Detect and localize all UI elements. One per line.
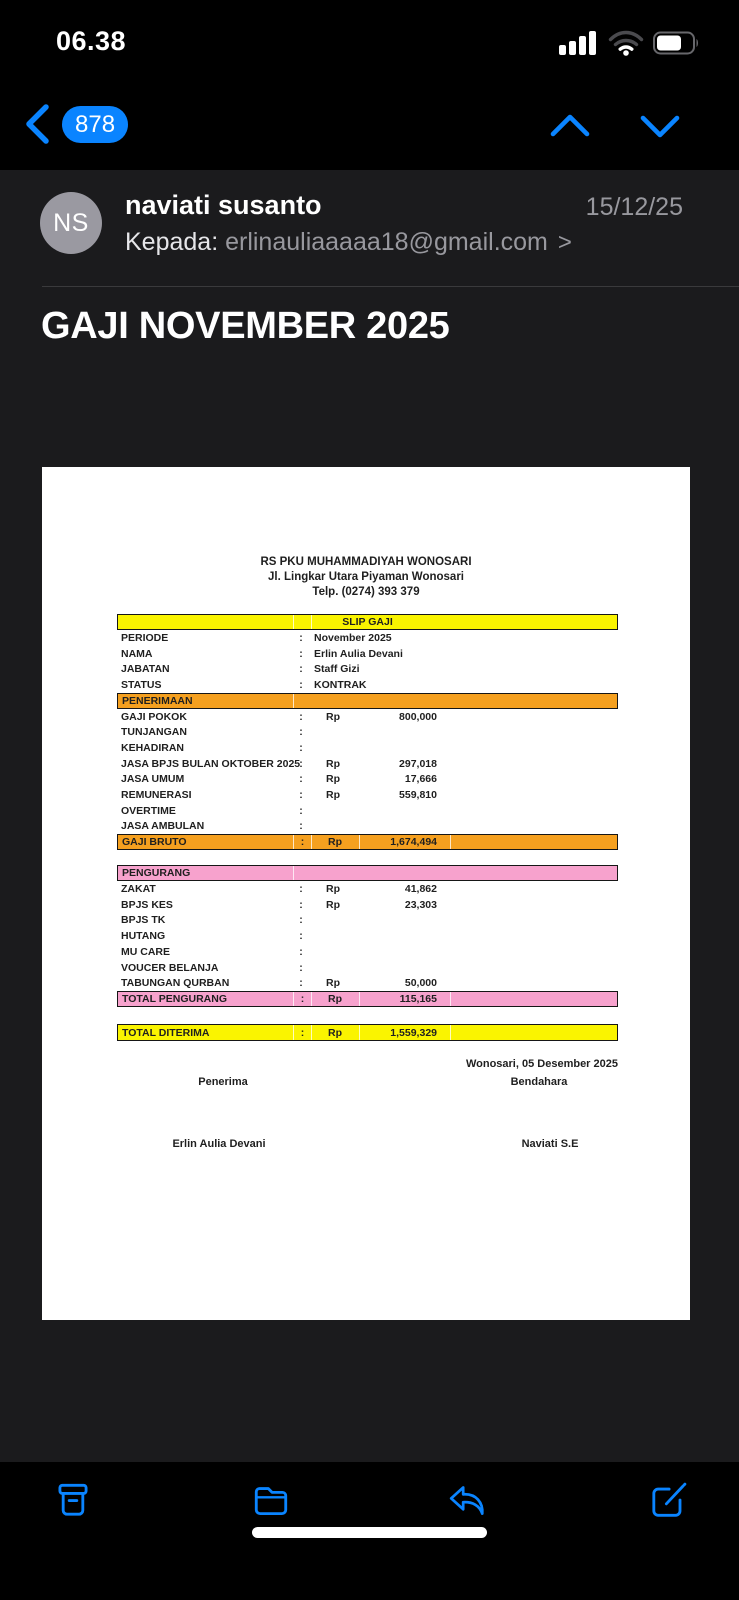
header-divider bbox=[42, 286, 739, 287]
move-to-folder-button[interactable] bbox=[247, 1476, 295, 1524]
salary-slip-table bbox=[117, 614, 618, 1041]
recipient-line[interactable] bbox=[125, 228, 572, 257]
email-content-area bbox=[0, 170, 739, 1462]
status-time: 06.38 bbox=[56, 26, 127, 56]
slip-cell: 559,810 bbox=[399, 789, 437, 802]
slip-net-total-row bbox=[117, 1024, 618, 1041]
slip-deduction-row bbox=[117, 960, 618, 976]
slip-cell: : bbox=[299, 710, 303, 723]
org-name: RS PKU MUHAMMADIYAH WONOSARI bbox=[260, 556, 472, 568]
slip-deduction-total-row bbox=[117, 991, 618, 1007]
slip-cell: 50,000 bbox=[404, 977, 437, 990]
slip-cell: : bbox=[299, 883, 303, 896]
slip-cell: JASA BPJS BULAN OKTOBER 2025 bbox=[121, 757, 301, 770]
slip-earning-row bbox=[117, 803, 618, 819]
slip-title: SLIP GAJI bbox=[342, 616, 393, 628]
slip-deduction-row bbox=[117, 913, 618, 929]
slip-cell: : bbox=[293, 992, 311, 1006]
slip-cell: 41,862 bbox=[404, 883, 437, 896]
reply-button[interactable] bbox=[443, 1476, 491, 1524]
wifi-icon bbox=[608, 30, 644, 56]
detail-chevron-icon: > bbox=[557, 229, 572, 256]
slip-cell: JASA AMBULAN bbox=[121, 820, 205, 833]
footer-left-role: Penerima bbox=[198, 1076, 248, 1088]
slip-cell: Rp bbox=[326, 773, 340, 786]
slip-cell: 297,018 bbox=[399, 757, 437, 770]
slip-gross-total-row bbox=[117, 834, 618, 850]
slip-cell: : bbox=[299, 741, 303, 754]
slip-cell: : bbox=[299, 678, 303, 691]
unread-count-badge[interactable]: 878 bbox=[62, 106, 128, 143]
slip-cell: Rp bbox=[326, 757, 340, 770]
slip-gap bbox=[117, 1007, 618, 1024]
to-address[interactable]: erlinauliaaaaa18@gmail.com bbox=[225, 228, 548, 256]
slip-cell: GAJI BRUTO bbox=[122, 836, 187, 849]
slip-cell: PENERIMAAN bbox=[122, 694, 193, 707]
slip-cell: 1,559,329 bbox=[359, 1025, 451, 1040]
home-indicator[interactable] bbox=[252, 1527, 487, 1538]
slip-earning-row bbox=[117, 772, 618, 788]
slip-cell: STATUS bbox=[121, 678, 162, 691]
chevron-left-icon bbox=[18, 100, 66, 148]
slip-cell: 800,000 bbox=[399, 710, 437, 723]
slip-earning-row bbox=[117, 724, 618, 740]
archive-icon bbox=[49, 1476, 97, 1524]
slip-cell: 115,165 bbox=[359, 992, 451, 1006]
slip-cell: 1,674,494 bbox=[359, 835, 451, 849]
slip-cell: : bbox=[293, 835, 311, 849]
org-phone: Telp. (0274) 393 379 bbox=[312, 586, 420, 598]
previous-message-button[interactable] bbox=[547, 106, 593, 146]
slip-cell: PENGURANG bbox=[122, 867, 191, 880]
org-address: Jl. Lingkar Utara Piyaman Wonosari bbox=[268, 571, 464, 583]
slip-cell: November 2025 bbox=[314, 631, 392, 644]
slip-info-row bbox=[117, 661, 618, 677]
slip-cell: PERIODE bbox=[121, 631, 169, 644]
cellular-signal-icon bbox=[559, 30, 599, 56]
slip-earning-row bbox=[117, 756, 618, 772]
slip-cell bbox=[293, 866, 311, 880]
slip-cell: TOTAL PENGURANG bbox=[122, 993, 228, 1006]
slip-earning-row bbox=[117, 819, 618, 835]
slip-info-row bbox=[117, 646, 618, 662]
slip-deduction-row bbox=[117, 897, 618, 913]
slip-cell: : bbox=[299, 726, 303, 739]
slip-info-row bbox=[117, 630, 618, 646]
slip-cell: : bbox=[299, 647, 303, 660]
slip-earning-row bbox=[117, 709, 618, 725]
slip-cell bbox=[293, 694, 311, 708]
slip-cell: : bbox=[299, 631, 303, 644]
attachment-document-preview[interactable] bbox=[42, 467, 690, 1320]
slip-deduction-row bbox=[117, 944, 618, 960]
slip-cell: KONTRAK bbox=[314, 678, 367, 691]
footer-right-role: Bendahara bbox=[510, 1076, 568, 1088]
back-button[interactable] bbox=[18, 100, 66, 148]
slip-cell: : bbox=[293, 1025, 311, 1040]
slip-info-row bbox=[117, 677, 618, 693]
slip-gap bbox=[117, 850, 618, 865]
slip-earning-row bbox=[117, 787, 618, 803]
slip-cell: : bbox=[299, 961, 303, 974]
slip-cell: : bbox=[299, 898, 303, 911]
slip-section-header bbox=[117, 693, 618, 709]
slip-cell: : bbox=[299, 773, 303, 786]
slip-cell: TUNJANGAN bbox=[121, 726, 187, 739]
reply-icon bbox=[443, 1476, 491, 1524]
slip-deduction-row bbox=[117, 928, 618, 944]
sender-avatar[interactable]: NS bbox=[40, 192, 102, 254]
sender-name[interactable]: naviati susanto bbox=[125, 190, 322, 220]
slip-cell: Rp bbox=[326, 977, 340, 990]
compose-button[interactable] bbox=[644, 1476, 692, 1524]
compose-icon bbox=[644, 1476, 692, 1524]
slip-cell: TOTAL DITERIMA bbox=[122, 1026, 210, 1039]
slip-cell: Erlin Aulia Devani bbox=[314, 647, 403, 660]
email-subject: GAJI NOVEMBER 2025 bbox=[41, 305, 450, 347]
slip-cell: HUTANG bbox=[121, 930, 166, 943]
slip-cell: : bbox=[299, 804, 303, 817]
folder-icon bbox=[247, 1476, 295, 1524]
slip-cell: BPJS TK bbox=[121, 914, 166, 927]
slip-cell: : bbox=[299, 820, 303, 833]
slip-cell: MU CARE bbox=[121, 945, 170, 958]
slip-cell: : bbox=[299, 977, 303, 990]
to-label: Kepada: bbox=[125, 228, 219, 256]
slip-cell: 23,303 bbox=[404, 898, 437, 911]
slip-cell: BPJS KES bbox=[121, 898, 173, 911]
slip-cell: TABUNGAN QURBAN bbox=[121, 977, 230, 990]
slip-cell: Rp bbox=[311, 835, 359, 849]
slip-cell: : bbox=[299, 914, 303, 927]
email-date: 15/12/25 bbox=[585, 193, 683, 221]
slip-cell: ZAKAT bbox=[121, 883, 156, 896]
footer-right-name: Naviati S.E bbox=[521, 1138, 579, 1150]
slip-cell: Rp bbox=[311, 1025, 359, 1040]
slip-cell: Rp bbox=[326, 789, 340, 802]
slip-cell: : bbox=[299, 663, 303, 676]
slip-cell: Rp bbox=[326, 710, 340, 723]
slip-cell: Staff Gizi bbox=[314, 663, 360, 676]
slip-cell: : bbox=[299, 757, 303, 770]
chevron-up-icon bbox=[547, 106, 593, 146]
slip-cell: : bbox=[299, 930, 303, 943]
slip-deduction-row bbox=[117, 881, 618, 897]
slip-cell: 17,666 bbox=[404, 773, 437, 786]
battery-icon bbox=[653, 31, 701, 55]
slip-cell: OVERTIME bbox=[121, 804, 176, 817]
slip-earning-row bbox=[117, 740, 618, 756]
slip-cell: Rp bbox=[326, 898, 340, 911]
slip-cell: Rp bbox=[326, 883, 340, 896]
footer-place-date: Wonosari, 05 Desember 2025 bbox=[465, 1058, 618, 1070]
next-message-button[interactable] bbox=[637, 106, 683, 146]
slip-cell: GAJI POKOK bbox=[121, 710, 187, 723]
status-icons bbox=[559, 30, 701, 56]
slip-cell: JABATAN bbox=[121, 663, 170, 676]
slip-cell: NAMA bbox=[121, 647, 153, 660]
slip-deduction-row bbox=[117, 975, 618, 991]
slip-cell: VOUCER BELANJA bbox=[121, 961, 219, 974]
slip-title-band bbox=[117, 614, 618, 630]
slip-section-header bbox=[117, 865, 618, 881]
slip-cell: KEHADIRAN bbox=[121, 741, 184, 754]
footer-left-name: Erlin Aulia Devani bbox=[172, 1138, 266, 1150]
slip-cell: : bbox=[299, 945, 303, 958]
archive-button[interactable] bbox=[49, 1476, 97, 1524]
slip-cell: JASA UMUM bbox=[121, 773, 185, 786]
slip-cell: REMUNERASI bbox=[121, 789, 192, 802]
slip-cell: Rp bbox=[311, 992, 359, 1006]
slip-cell: : bbox=[299, 789, 303, 802]
chevron-down-icon bbox=[637, 106, 683, 146]
